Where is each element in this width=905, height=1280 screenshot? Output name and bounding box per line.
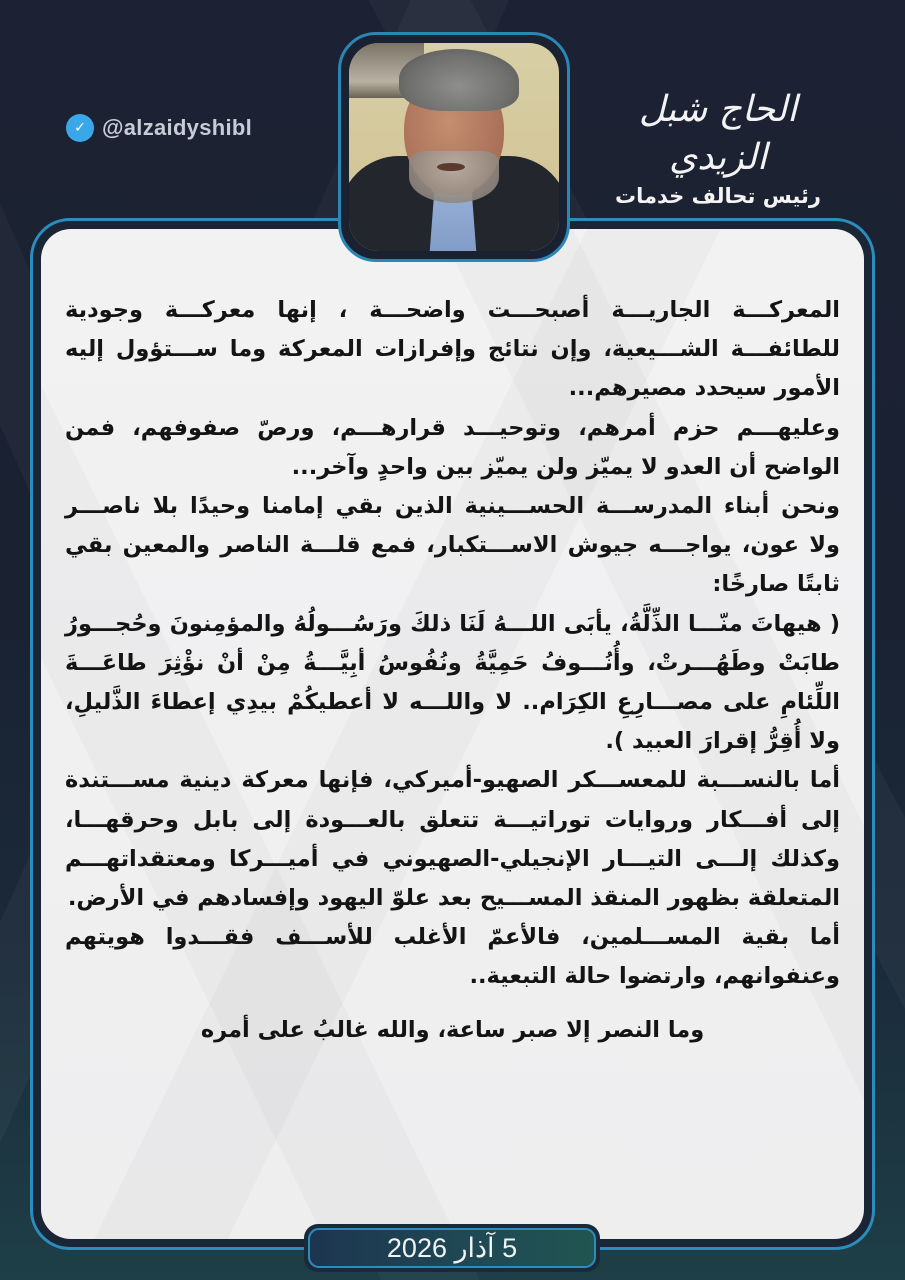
author-name: الحاج شبل الزيدي (638, 89, 798, 178)
statement-card (41, 229, 864, 1239)
paragraph: أما بالنســـبة للمعســـكر الصهيو-أميركي، فإنها معركة دينية مســـتندة إلى أفـــكار وروايات توراتيـــة تتعلق بالعـــودة إلى بابل وحرقهـــا، وكذلك إلـــى التيـــار الإنجيلي-الصهيوني في أميـــركا ومعتقداتهـــم المتعلقة بظهور المنقذ المســـيح بعد علوّ اليهود وإفسادهم في الأرض. (65, 767, 840, 912)
statement-text (65, 291, 840, 1050)
social-handle[interactable] (68, 115, 252, 141)
portrait-frame (338, 32, 570, 262)
quote-paragraph: ( هيهاتَ منّـــا الذِّلَّةُ، يأبَى اللـــهُ لَنَا ذلكَ ورَسُـــولُهُ والمؤمِنونَ وحُجـــورُ طابَتْ وطَهُـــرتْ، وأُنُـــوفُ حَمِيَّةُ ونُفُوسُ أبِيَّـــةُ مِنْ أنْ نؤْثِرَ طاعَـــةَ اللِّئامِ على مصـــارِعِ الكِرَام.. لا واللـــه لا أعطيكُمْ بيدِي إعطاءَ الذَّليلِ، ولا أُقِرُّ إقرارَ العبيد ). (65, 610, 840, 755)
paragraph: وعليهـــم حزم أمرهم، وتوحيـــد قرارهـــم، ورصّ صفوفهم، فمن الواضح أن العدو لا يميّز ولن يميّز بين واحدٍ وآخر... (65, 414, 840, 480)
date-text: 5 آذار 2026 (308, 1228, 596, 1268)
paragraph: المعركـــة الجاريـــة أصبحـــت واضحـــة ، إنها معركـــة وجودية للطائفـــة الشـــيعية، وإن نتائج وإفرازات المعركة وما ســـتؤول إليه الأمور سيحدد مصيرهم... (65, 297, 840, 402)
paragraph: ونحن أبناء المدرســـة الحســـينية الذين بقي إمامنا وحيدًا بلا ناصـــر ولا عون، يواجـــه جيوش الاســـتكبار، فمع قلـــة الناصر والمعين بقي ثابتًا صارخًا: (65, 493, 840, 598)
author-title: رئيس تحالف خدمات (615, 184, 821, 208)
handle-text: @alzaidyshibl (102, 115, 253, 140)
paragraph: أما بقية المســـلمين، فالأعمّ الأغلب للأســـف فقـــدوا هويتهم وعنفوانهم، وارتضوا حالة التبعية.. (65, 924, 840, 990)
closing-line: وما النصر إلا صبر ساعة، والله غالبُ على أمره (200, 1016, 705, 1043)
date-badge (304, 1224, 600, 1272)
verified-badge-icon: ✓ (68, 116, 92, 140)
author-name-block (603, 86, 833, 210)
statement-card-frame (30, 218, 875, 1250)
portrait-photo (349, 43, 559, 251)
